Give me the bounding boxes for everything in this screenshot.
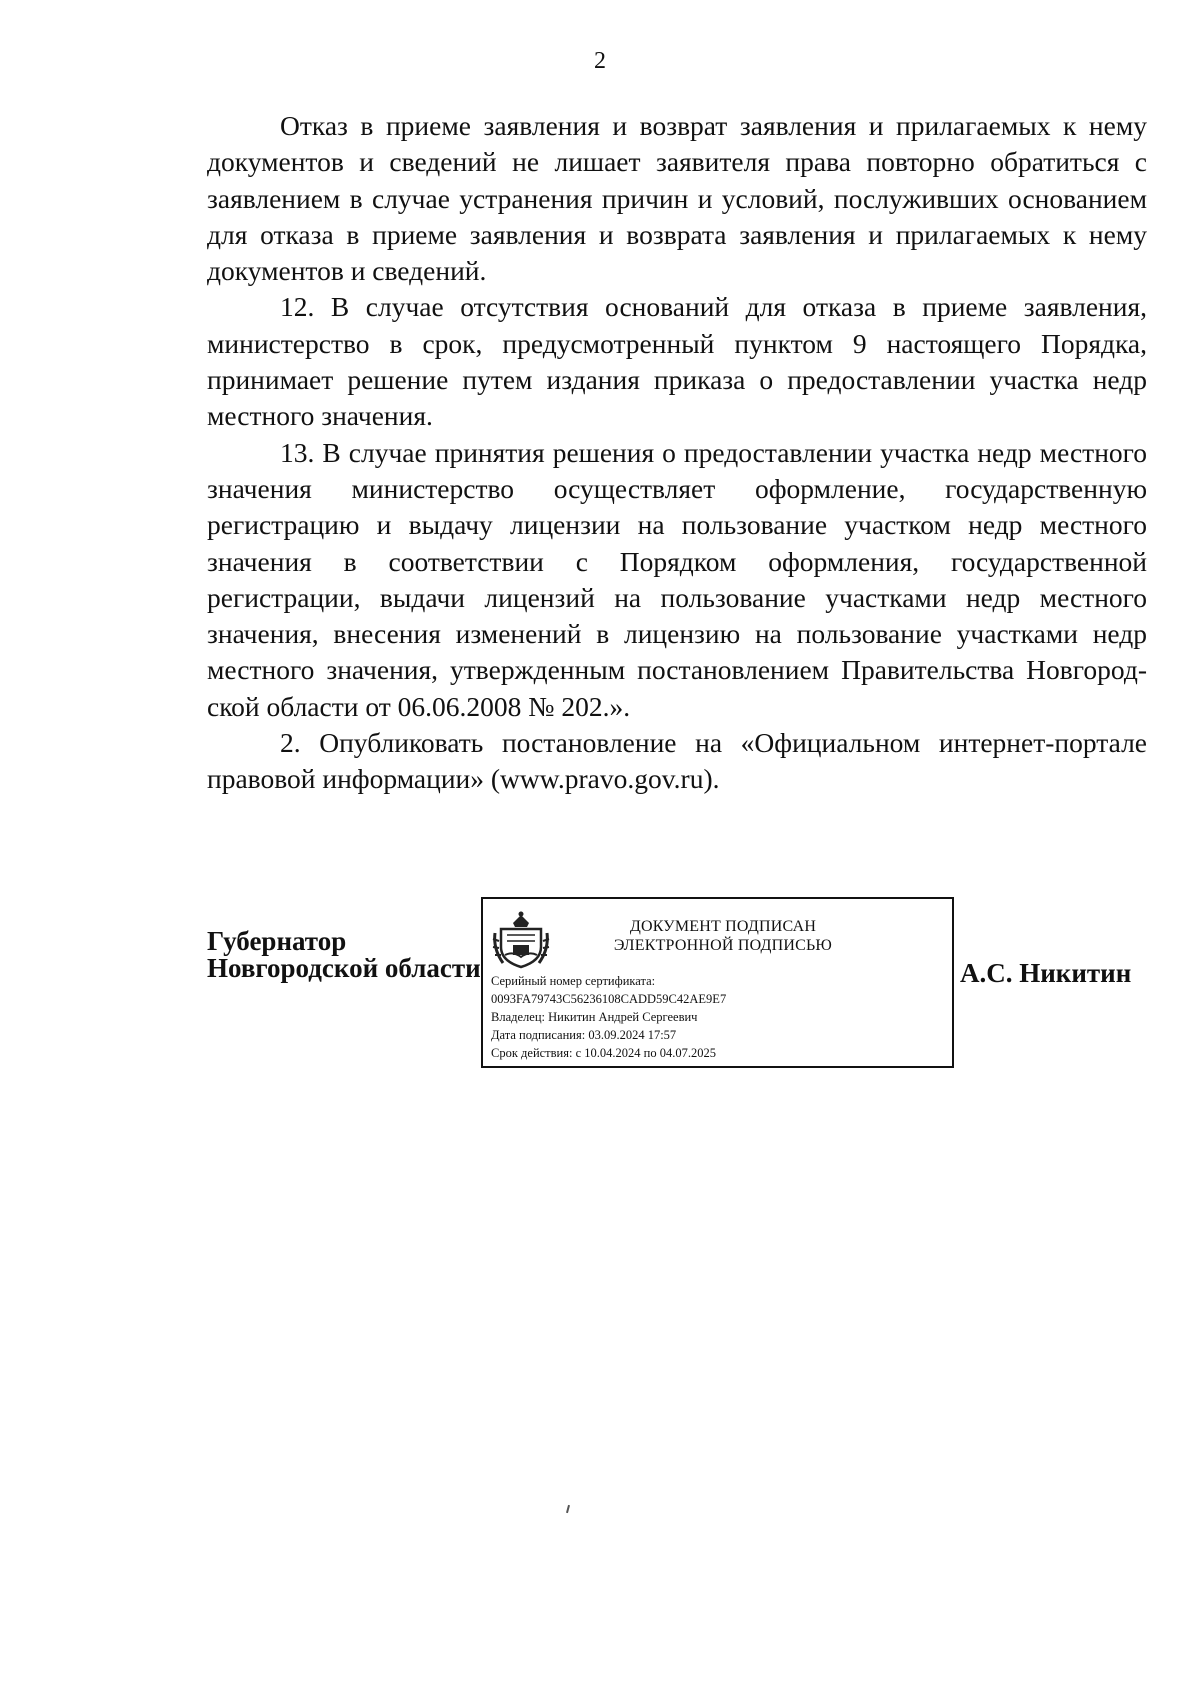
paragraph-item-12: 12. В случае отсутствия оснований для отказа в приеме заявления, министерство в срок, предусмотренный пунктом 9 настоящего Порядка, принимает решение путем издания приказа о предоставлении участка недр местного значения. <box>207 291 1147 432</box>
certificate-validity: Срок действия: с 10.04.2024 по 04.07.2025 <box>491 1046 716 1060</box>
document-body <box>207 108 1147 798</box>
stamp-heading-line1: ДОКУМЕНТ ПОДПИСАН <box>629 918 817 935</box>
signing-date: Дата подписания: 03.09.2024 17:57 <box>491 1028 677 1042</box>
paragraph-refusal-note: Отказ в приеме заявления и возврат заявления и прилагаемых к нему документов и сведений не лишает заявителя права повторно обратиться с заявлением в случае устранения причин и условий, послуживших основанием для отказа в приеме заявления и возврата заявления и прилагаемых к нему документов и сведений. <box>207 110 1147 287</box>
stamp-details <box>491 972 726 1062</box>
stamp-heading <box>553 917 893 955</box>
page-number: 2 <box>594 48 606 74</box>
signatory-title <box>207 928 481 982</box>
paragraph-item-13: 13. В случае принятия решения о предоставлении участка недр местного значения министерство осуществляет оформление, государственную регистрацию и выдачу лицензии на пользование участком недр местного значения в соответствии с Порядком оформления, государственной регистрации, выдачи лицензий на пользование участками недр местного значения, внесения изменений в лицензию на пользование участками недр местного значения, утвержденным постановлением Правительства Новгородской области от 06.06.2008 № 202.». <box>207 436 1147 722</box>
scan-artifact <box>566 1505 570 1513</box>
signatory-name: А.С. Никитин <box>960 958 1132 988</box>
coat-of-arms-icon <box>491 909 551 971</box>
signatory-title-line2: Новгородской области <box>207 953 481 983</box>
stamp-heading-line2: ЭЛЕКТРОННОЙ ПОДПИСЬЮ <box>613 937 833 954</box>
certificate-serial-label: Серийный номер сертификата: <box>491 974 656 988</box>
certificate-owner: Владелец: Никитин Андрей Сергеевич <box>491 1010 698 1024</box>
certificate-serial-value: 0093FA79743C56236108CADD59C42AE9E7 <box>491 992 727 1006</box>
paragraph-item-2-publish: 2. Опубликовать постановление на «Официальном интернет-портале правовой информации» (www.pravo.gov.ru). <box>207 727 1147 795</box>
signatory-title-line1: Губернатор <box>207 926 347 956</box>
electronic-signature-stamp <box>481 897 954 1068</box>
